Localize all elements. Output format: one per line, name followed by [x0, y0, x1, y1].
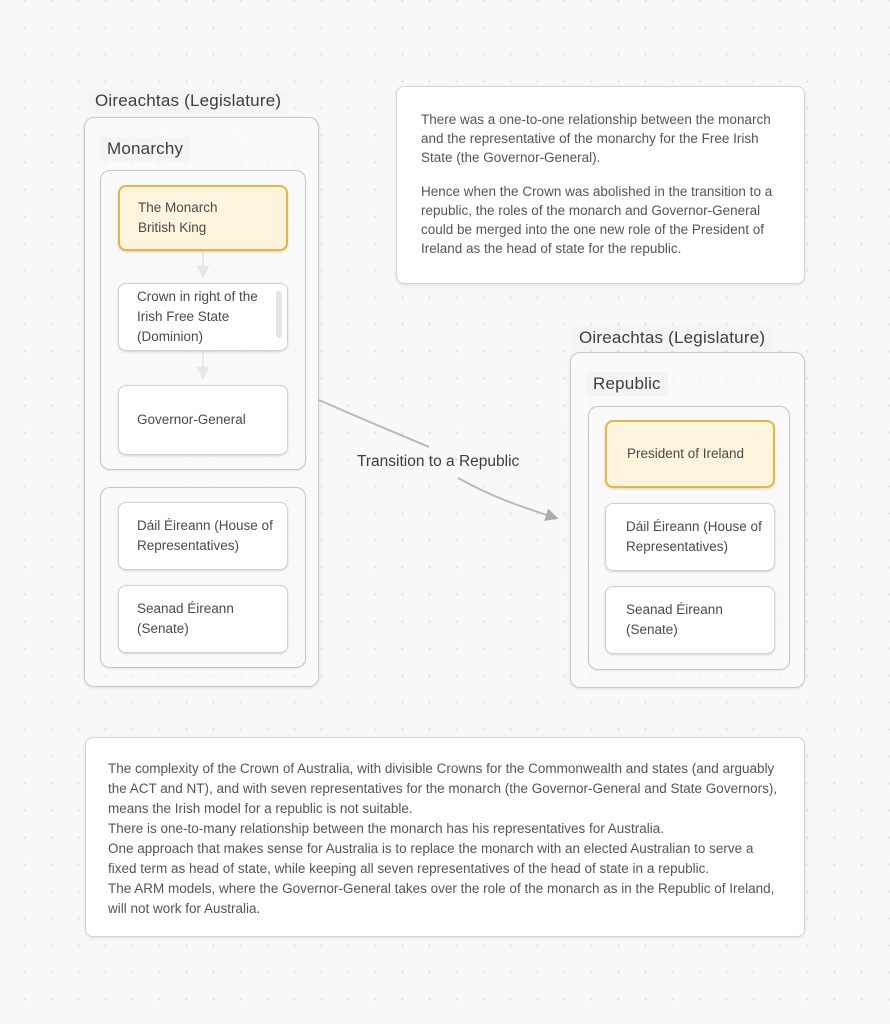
note-top-right-paragraph-1: There was a one-to-one relationship between the monarch and the representative of the monarchy for the Free Irish State (the Governor-General).	[421, 112, 771, 165]
note-bottom-paragraph-1: The complexity of the Crown of Australia, with divisible Crowns for the Commonwealth and states (and arguably the ACT and NT), and with seven representatives for the monarch (the Governor-General and State Governors), means the Irish model for a republic is not suitable.	[108, 761, 778, 816]
transition-label: Transition to a Republic	[357, 453, 520, 470]
monarch-node-line1: The Monarch	[138, 200, 218, 215]
transition-curve-start-icon	[319, 400, 429, 447]
seanad-left-label: Seanad Éireann (Senate)	[137, 601, 234, 636]
dail-right-label: Dáil Éireann (House of Representatives)	[626, 519, 762, 554]
crown-node-scrollbar[interactable]	[276, 291, 282, 338]
seanad-node-left[interactable]	[118, 585, 288, 653]
monarch-node-line2: British King	[138, 220, 207, 235]
seanad-right-label: Seanad Éireann (Senate)	[626, 602, 723, 637]
president-node[interactable]	[605, 420, 775, 488]
governor-general-label: Governor-General	[137, 412, 246, 427]
note-bottom-paragraph-2: There is one-to-many relationship between the monarch has his representatives for Australia.	[108, 821, 665, 836]
governor-general-node[interactable]	[118, 385, 288, 455]
note-top-right[interactable]	[396, 86, 805, 284]
crown-node-label: Crown in right of the Irish Free State (Dominion)	[137, 289, 258, 344]
right-legislature-title: Oireachtas (Legislature)	[572, 326, 772, 350]
monarchy-label: Monarchy	[100, 137, 190, 161]
dail-node-left[interactable]	[118, 502, 288, 570]
dail-left-label: Dáil Éireann (House of Representatives)	[137, 518, 273, 553]
crown-node[interactable]	[118, 283, 288, 351]
note-bottom-paragraph-4: The ARM models, where the Governor-General takes over the role of the monarch as in the Republic of Ireland, will not work for Australia.	[108, 881, 775, 916]
dail-node-right[interactable]	[605, 503, 775, 571]
note-top-right-paragraph-2: Hence when the Crown was abolished in the transition to a republic, the roles of the monarch and Governor-General could be merged into the one new role of the President of Ireland as the head of state for the republic.	[421, 184, 773, 256]
president-label: President of Ireland	[627, 446, 745, 461]
republic-label: Republic	[586, 372, 668, 396]
transition-curve-end-icon	[458, 478, 556, 518]
note-bottom-paragraph-3: One approach that makes sense for Australia is to replace the monarch with an elected Australian to serve a fixed term as head of state, while keeping all seven representatives of the head of state in a republic.	[108, 841, 754, 876]
note-bottom[interactable]	[85, 737, 805, 937]
seanad-node-right[interactable]	[605, 586, 775, 654]
left-legislature-title: Oireachtas (Legislature)	[88, 89, 288, 113]
monarch-node[interactable]	[118, 185, 288, 251]
